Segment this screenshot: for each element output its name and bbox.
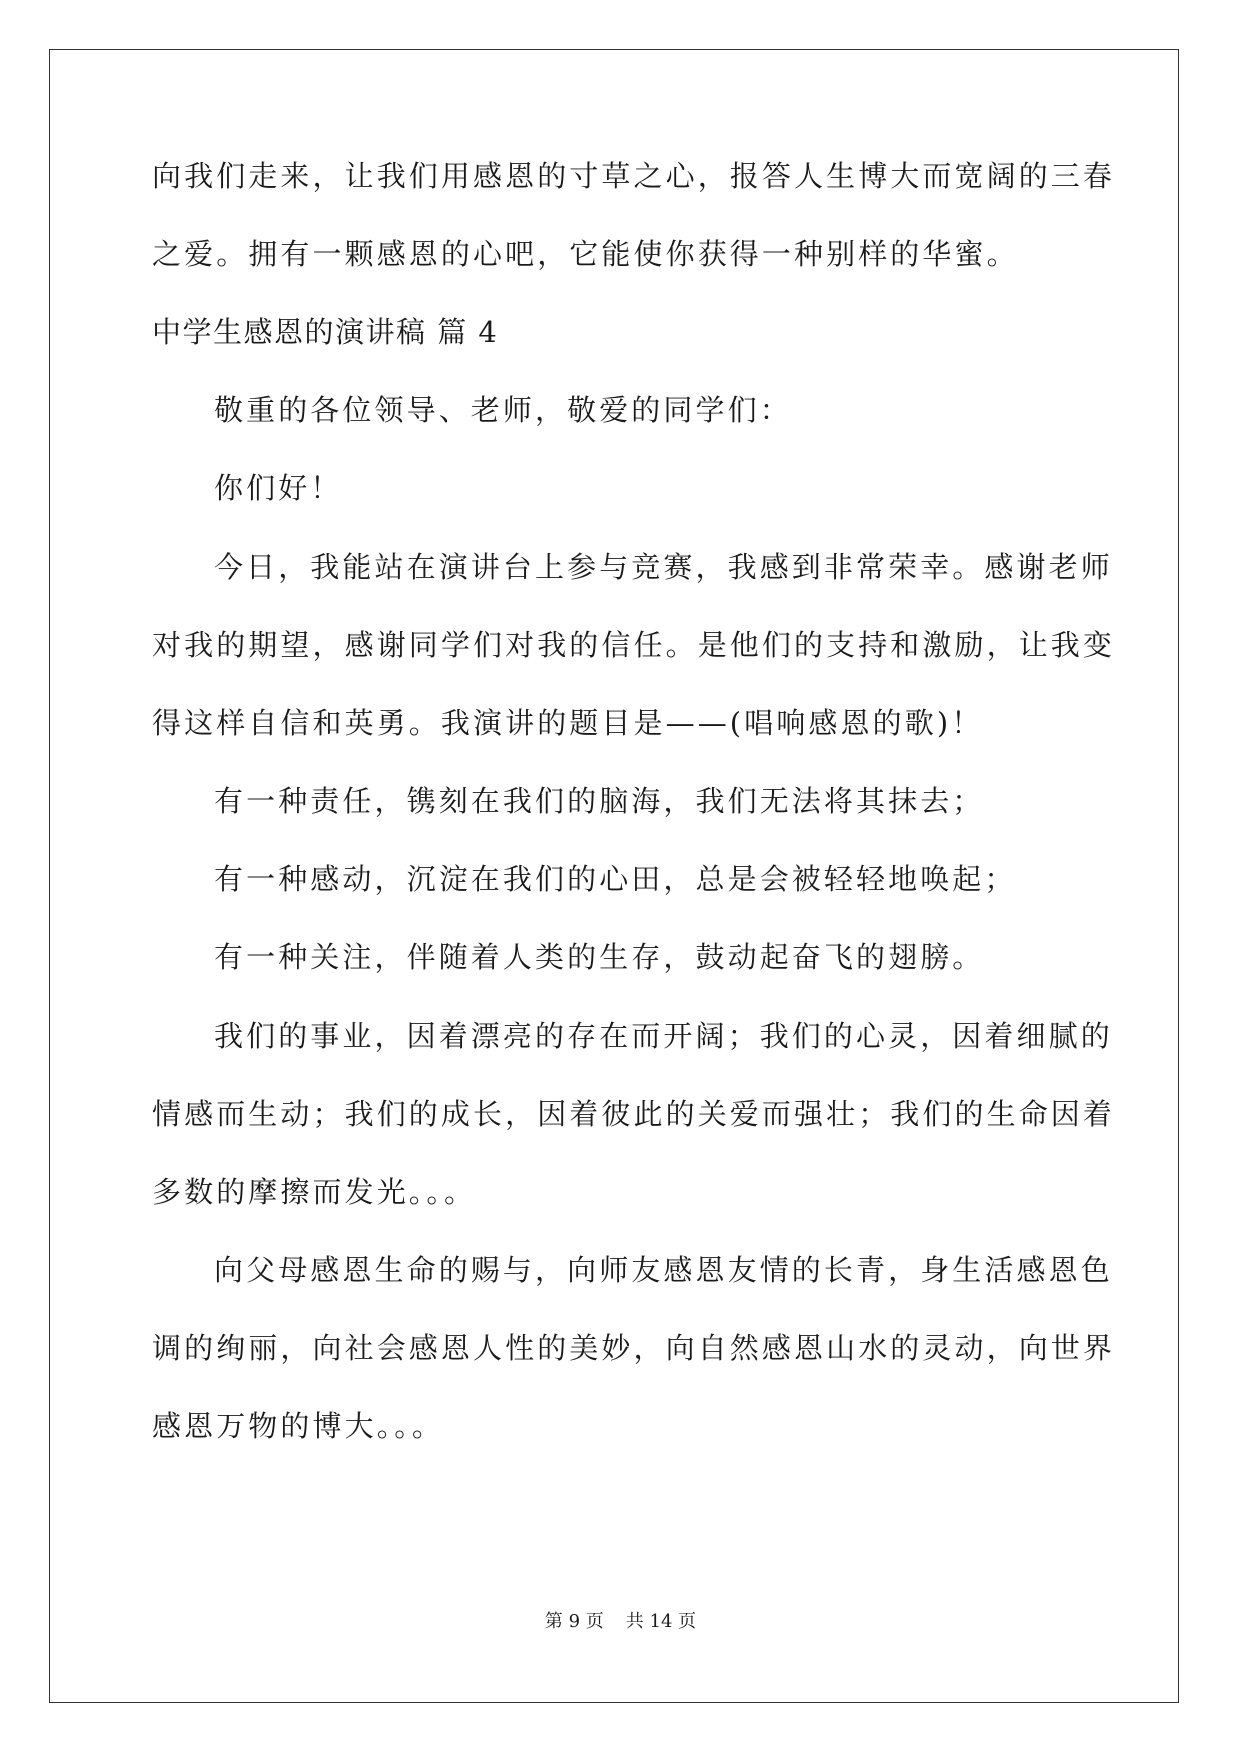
body-line: 向父母感恩生命的赐与，向师友感恩友情的长青，身生活感恩色 — [214, 1253, 1113, 1287]
body-line: 有一种感动，沉淀在我们的心田，总是会被轻轻地唤起； — [214, 862, 1017, 896]
body-line: 之爱。拥有一颗感恩的心吧，它能使你获得一种别样的华蜜。 — [152, 237, 1019, 271]
body-line: 多数的摩擦而发光。。。 — [152, 1175, 477, 1209]
body-line: 感恩万物的博大。。。 — [152, 1409, 445, 1443]
page-total: 共 14 页 — [625, 1611, 697, 1632]
body-line: 有一种关注，伴随着人类的生存，鼓动起奋飞的翅膀。 — [214, 940, 985, 974]
body-line: 向我们走来，让我们用感恩的寸草之心，报答人生博大而宽阔的三春 — [152, 159, 1116, 193]
page-footer — [0, 1610, 1241, 1634]
body-line: 对我的期望，感谢同学们对我的信任。是他们的支持和激励，让我变 — [152, 628, 1116, 662]
body-line: 有一种责任，镌刻在我们的脑海，我们无法将其抹去； — [214, 784, 985, 818]
greeting: 你们好！ — [214, 471, 343, 505]
section-heading: 中学生感恩的演讲稿 篇 4 — [152, 315, 499, 349]
body-line: 调的绚丽，向社会感恩人性的美妙，向自然感恩山水的灵动，向世界 — [152, 1331, 1116, 1365]
body-line: 我们的事业，因着漂亮的存在而开阔；我们的心灵，因着细腻的 — [214, 1019, 1113, 1053]
salutation: 敬重的各位领导、老师，敬爱的同学们： — [214, 393, 792, 427]
body-line: 今日，我能站在演讲台上参与竞赛，我感到非常荣幸。感谢老师 — [214, 550, 1113, 584]
body-line: 得这样自信和英勇。我演讲的题目是——(唱响感恩的歌)！ — [152, 706, 984, 740]
page-number: 第 9 页 — [544, 1611, 604, 1632]
body-line: 情感而生动；我们的成长，因着彼此的关爱而强壮；我们的生命因着 — [152, 1097, 1116, 1131]
